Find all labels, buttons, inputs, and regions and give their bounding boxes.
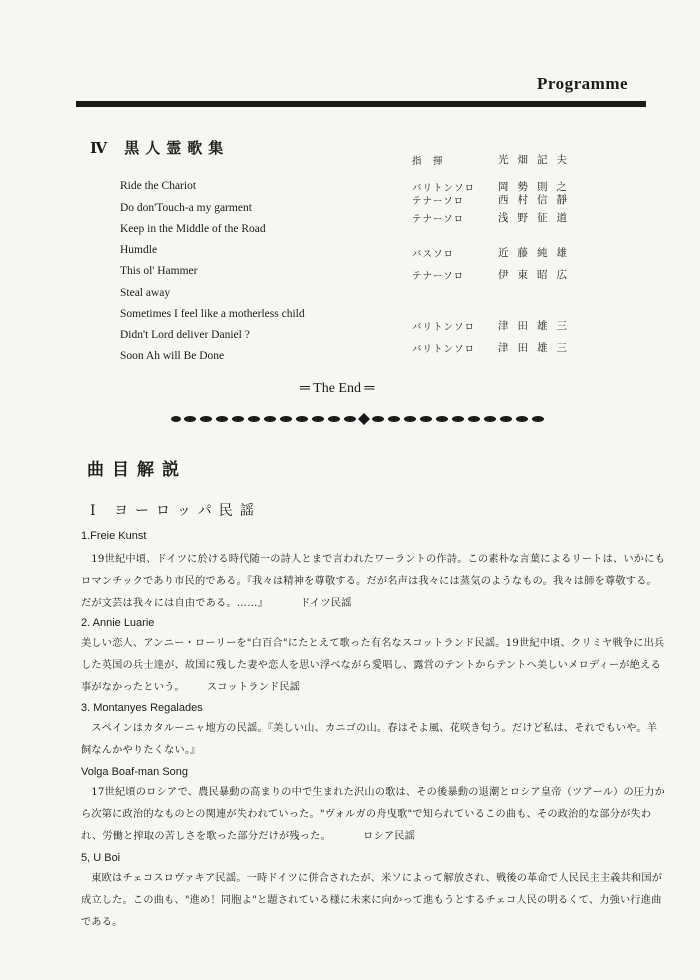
soloist-name: 岡勢則之: [498, 181, 576, 193]
note-title: 5, U Boi: [81, 852, 121, 864]
note-title: 3. Montanyes Regalades: [81, 702, 203, 714]
song-item: Ride the Chariot: [120, 180, 197, 192]
note-tag: ロシア民謡: [363, 831, 416, 842]
page-header-title: Programme: [537, 74, 629, 93]
soloist-role: テナーソロ: [412, 271, 465, 282]
soloist-name: 津田雄三: [498, 342, 576, 354]
soloist-role: テナーソロ: [412, 196, 465, 207]
soloist-name: 浅野征道: [498, 212, 576, 224]
note-body: 美しい恋人、アンニー・ローリーを"白百合"にたとえて歌った有名なスコットランド民謡。19世紀中頃、クリミヤ戦争に出兵した英国の兵士達が、故国に残した妻や恋人を思い浮べながら愛唱し、露営のテントからテントへ美しいメロディーが絶える事がなかったという。: [81, 638, 665, 693]
the-end-label: ═ The End ═: [300, 381, 375, 396]
note-body: 19世紀中頃、ドイツに於ける時代随一の詩人とまで言われたワーラントの作詩。この素朴な言葉によるリートは、いかにもロマンチックであり市民的である。『我々は精神を尊敬する。だが名声は我々には蒸気のようなもの。我々は師を尊敬する。だが文芸は我々には自由である。……』: [81, 554, 665, 609]
note-text: [81, 633, 666, 699]
song-item: Do don'Touch-a my garment: [120, 202, 252, 214]
header-rule: [76, 101, 646, 107]
note-body: 東欧はチェコスロヴァキア民謡。一時ドイツに併合されたが、米ソによって解放され、戦後の革命で人民民主主義共和国が成立した。この曲も、"進め！同胞よ"と題されている様に未来に向かって進もうとするチェコ人民の明るくて、力強い行進曲である。: [81, 873, 663, 928]
song-item: Didn't Lord deliver Daniel ?: [120, 329, 250, 341]
soloist-name: 津田雄三: [498, 320, 576, 332]
section4-title: Ⅳ 黒人霊歌集: [90, 139, 230, 157]
soloist-role: テナーソロ: [412, 214, 465, 225]
conductor-role: 指 揮: [412, 156, 444, 167]
conductor-name: 光畑記夫: [498, 154, 576, 166]
note-tag: ドイツ民謡: [300, 598, 352, 609]
note-title: 2. Annie Luarie: [81, 617, 155, 629]
notes-heading: 曲目解説: [87, 460, 187, 480]
song-item: Sometimes I feel like a motherless child: [120, 308, 305, 320]
part1-title: Ⅰ ヨーロッパ民謡: [90, 503, 261, 519]
note-text: [81, 718, 666, 762]
note-text: [81, 868, 666, 934]
note-tag: スコットランド民謡: [206, 682, 301, 693]
soloist-name: 伊東昭広: [498, 269, 576, 281]
soloist-role: バリトンソロ: [412, 183, 476, 194]
note-title: 1.Freie Kunst: [81, 530, 147, 542]
ornamental-divider: [170, 412, 550, 426]
song-item: Keep in the Middle of the Road: [120, 223, 266, 235]
note-body: 17世紀頃のロシアで、農民暴動の高まりの中で生まれた沢山の歌は、その後暴動の退潮とロシア皇帝（ツアール）の圧力から次第に政治的なものとの関連が失われていった。"ヴォルガの舟曳歌"で知られているこの曲も、その政治的な部分が失われ、労働と搾取の苦しさを歌った部分だけが残った。: [81, 787, 666, 842]
song-item: Steal away: [120, 287, 171, 299]
soloist-name: 近藤純雄: [498, 247, 576, 259]
note-text: [81, 549, 666, 615]
note-title: Volga Boaf-man Song: [81, 766, 189, 778]
soloist-role: バスソロ: [412, 249, 455, 260]
song-item: Soon Ah will Be Done: [120, 350, 225, 362]
soloist-name: 西村信靜: [498, 194, 576, 206]
song-item: Humdle: [120, 244, 158, 256]
note-body: スペインはカタルーニャ地方の民謡。『美しい山、カニゴの山。春はそよ風、花咲き匂う。だけど私は、それでもいや。羊飼なんかやりたくない。』: [81, 723, 658, 756]
note-text: [81, 782, 666, 848]
song-item: This ol' Hammer: [120, 265, 198, 277]
soloist-role: バリトンソロ: [412, 322, 476, 333]
soloist-role: バリトンソロ: [412, 344, 476, 355]
